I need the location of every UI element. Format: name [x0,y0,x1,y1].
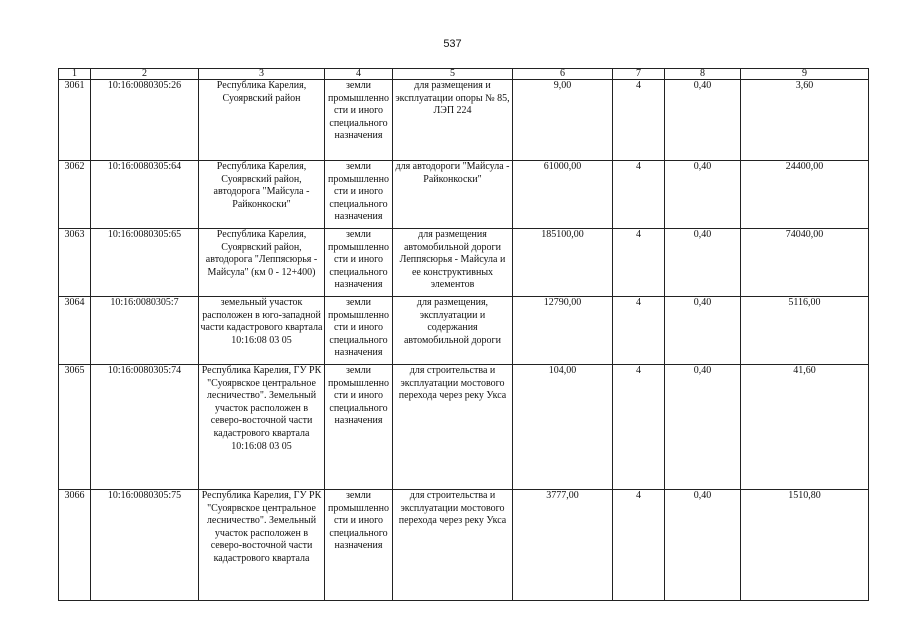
area-cell: 9,00 [513,80,613,161]
rate-cell: 0,40 [665,161,741,229]
row-number-cell: 3061 [59,80,91,161]
column-header: 3 [199,69,325,80]
permitted-use-cell: для размещения и эксплуатации опоры № 85, ЛЭП 224 [393,80,513,161]
land-category-cell: земли промышленности и иного специального назначения [325,229,393,297]
amount-cell: 24400,00 [741,161,869,229]
location-cell: Республика Карелия, Суоярвский район [199,80,325,161]
land-category-cell: земли промышленности и иного специального назначения [325,161,393,229]
land-category-cell: земли промышленности и иного специального назначения [325,490,393,601]
column-header: 5 [393,69,513,80]
table-row [59,365,869,490]
rate-cell: 0,40 [665,365,741,490]
area-cell: 3777,00 [513,490,613,601]
value-cell: 4 [613,297,665,365]
row-number-cell: 3063 [59,229,91,297]
cadastral-number-cell: 10:16:0080305:65 [91,229,199,297]
amount-cell: 3,60 [741,80,869,161]
land-plot-table [58,68,869,601]
row-number-cell: 3064 [59,297,91,365]
amount-cell: 1510,80 [741,490,869,601]
value-cell: 4 [613,80,665,161]
value-cell: 4 [613,365,665,490]
table-row [59,161,869,229]
row-number-cell: 3062 [59,161,91,229]
permitted-use-cell: для размещения, эксплуатации и содержания автомобильной дороги [393,297,513,365]
row-number-cell: 3065 [59,365,91,490]
permitted-use-cell: для автодороги "Майсула - Райконкоски" [393,161,513,229]
column-header: 1 [59,69,91,80]
rate-cell: 0,40 [665,229,741,297]
column-header: 2 [91,69,199,80]
location-cell: Республика Карелия, ГУ РК "Суоярвское центральное лесничество". Земельный участок расположен в северо-восточной части кадастрового квартала 10:16:08 03 05 [199,365,325,490]
value-cell: 4 [613,161,665,229]
permitted-use-cell: для строительства и эксплуатации мостового перехода через реку Укса [393,490,513,601]
location-cell: Республика Карелия, Суоярвский район, автодорога "Майсула - Райконкоски" [199,161,325,229]
column-header: 7 [613,69,665,80]
location-cell: земельный участок расположен в юго-западной части кадастрового квартала 10:16:08 03 05 [199,297,325,365]
table-row [59,490,869,601]
row-number-cell: 3066 [59,490,91,601]
amount-cell: 41,60 [741,365,869,490]
table-row [59,297,869,365]
permitted-use-cell: для размещения автомобильной дороги Леппясюрья - Майсула и ее конструктивных элементов [393,229,513,297]
header-row [59,69,869,80]
column-header: 9 [741,69,869,80]
value-cell: 4 [613,490,665,601]
cadastral-number-cell: 10:16:0080305:64 [91,161,199,229]
cadastral-number-cell: 10:16:0080305:75 [91,490,199,601]
column-header: 8 [665,69,741,80]
cadastral-number-cell: 10:16:0080305:26 [91,80,199,161]
area-cell: 12790,00 [513,297,613,365]
cadastral-number-cell: 10:16:0080305:7 [91,297,199,365]
page-number: 537 [443,38,462,50]
area-cell: 104,00 [513,365,613,490]
cadastral-number-cell: 10:16:0080305:74 [91,365,199,490]
value-cell: 4 [613,229,665,297]
table-row [59,80,869,161]
rate-cell: 0,40 [665,80,741,161]
land-category-cell: земли промышленности и иного специального назначения [325,297,393,365]
column-header: 4 [325,69,393,80]
location-cell: Республика Карелия, Суоярвский район, автодорога "Леппясюрья - Майсула" (км 0 - 12+400) [199,229,325,297]
rate-cell: 0,40 [665,490,741,601]
area-cell: 61000,00 [513,161,613,229]
permitted-use-cell: для строительства и эксплуатации мостового перехода через реку Укса [393,365,513,490]
amount-cell: 5116,00 [741,297,869,365]
rate-cell: 0,40 [665,297,741,365]
land-category-cell: земли промышленности и иного специального назначения [325,80,393,161]
amount-cell: 74040,00 [741,229,869,297]
location-cell: Республика Карелия, ГУ РК "Суоярвское центральное лесничество". Земельный участок расположен в северо-восточной части кадастрового квартала [199,490,325,601]
table-row [59,229,869,297]
column-header: 6 [513,69,613,80]
land-category-cell: земли промышленности и иного специального назначения [325,365,393,490]
area-cell: 185100,00 [513,229,613,297]
